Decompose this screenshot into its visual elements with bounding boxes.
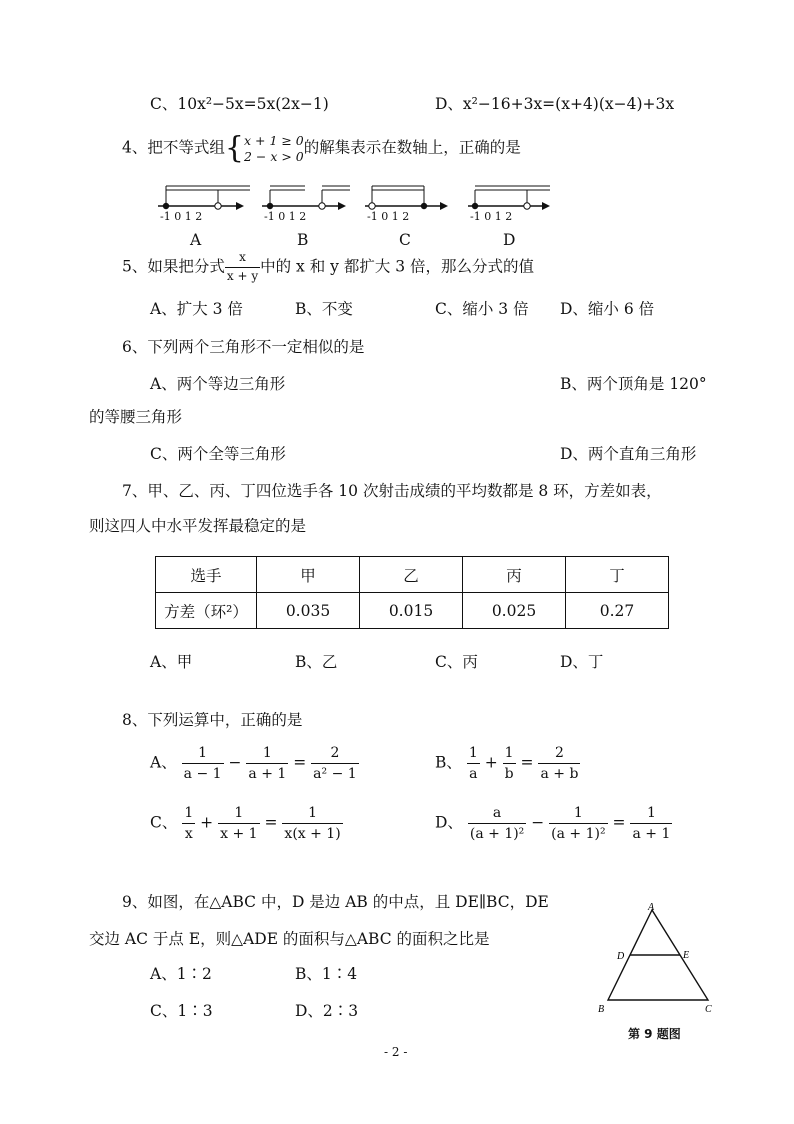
q5-fraction bbox=[225, 251, 260, 284]
number-line-a bbox=[158, 186, 250, 210]
variance-table bbox=[155, 556, 669, 629]
table-cell: 丁 bbox=[566, 557, 669, 593]
page-number: - 2 - bbox=[384, 1045, 408, 1059]
vertex-c: C bbox=[705, 1004, 712, 1015]
table-cell: 甲 bbox=[257, 557, 360, 593]
q4-label-b: B bbox=[297, 231, 309, 249]
q8-option-b bbox=[435, 745, 580, 782]
fraction bbox=[467, 745, 480, 782]
option-label: A、 bbox=[150, 753, 177, 772]
number-line-d bbox=[468, 186, 550, 210]
denominator: (a + 1)² bbox=[551, 826, 606, 843]
q4-stem-pre: 4、把不等式组 bbox=[122, 138, 225, 157]
vertex-d: D bbox=[617, 951, 625, 962]
numerator: 1 bbox=[467, 745, 480, 764]
q6-option-d: D、两个直角三角形 bbox=[560, 445, 697, 463]
denominator: x + 1 bbox=[220, 826, 258, 843]
denominator: a − 1 bbox=[183, 766, 222, 783]
fraction bbox=[311, 745, 359, 782]
equals-sign: = bbox=[293, 753, 307, 772]
equals-sign: = bbox=[520, 753, 534, 772]
q4-ineq-1: x + 1 ≥ 0 bbox=[243, 133, 304, 148]
q7-option-c: C、丙 bbox=[435, 653, 478, 671]
q4-ticks-d: -1 0 1 2 bbox=[470, 210, 513, 223]
table-cell: 丙 bbox=[463, 557, 566, 593]
table-cell: 乙 bbox=[360, 557, 463, 593]
q4-stem bbox=[122, 130, 521, 166]
q4-label-a: A bbox=[190, 231, 202, 249]
operator: − bbox=[531, 813, 545, 832]
q4-label-c: C bbox=[399, 231, 411, 249]
fraction bbox=[503, 745, 516, 782]
table-cell: 0.015 bbox=[360, 593, 463, 629]
q5-frac-num: x bbox=[225, 251, 260, 268]
figure-caption: 第 9 题图 bbox=[628, 1027, 681, 1041]
numerator: 1 bbox=[630, 805, 672, 824]
q8-option-d bbox=[435, 805, 672, 842]
equals-sign: = bbox=[264, 813, 278, 832]
table-cell: 方差（环²） bbox=[156, 593, 257, 629]
q3-option-c: C、10x²−5x=5x(2x−1) bbox=[150, 95, 329, 113]
numerator: 2 bbox=[538, 745, 580, 764]
q5-stem-pre: 5、如果把分式 bbox=[122, 257, 225, 276]
numerator: 1 bbox=[182, 805, 195, 824]
denominator: x(x + 1) bbox=[284, 826, 341, 843]
numerator: a bbox=[468, 805, 526, 824]
q7-stem-2: 则这四人中水平发挥最稳定的是 bbox=[89, 517, 307, 535]
q5-frac-den: x + y bbox=[226, 268, 259, 283]
numerator: 1 bbox=[503, 745, 516, 764]
denominator: a bbox=[469, 766, 478, 783]
equals-sign: = bbox=[612, 813, 626, 832]
q5-option-a: A、扩大 3 倍 bbox=[150, 300, 243, 318]
number-line-b bbox=[262, 186, 350, 210]
q3-option-d: D、x²−16+3x=(x+4)(x−4)+3x bbox=[435, 95, 675, 113]
table-header-row bbox=[156, 557, 669, 593]
q6-option-c: C、两个全等三角形 bbox=[150, 445, 286, 463]
number-line-c bbox=[365, 186, 448, 210]
option-label: C、 bbox=[150, 813, 178, 832]
q5-option-d: D、缩小 6 倍 bbox=[560, 300, 655, 318]
denominator: a² − 1 bbox=[313, 766, 357, 783]
q4-ticks-c: -1 0 1 2 bbox=[367, 210, 410, 223]
q8-option-c bbox=[150, 805, 343, 842]
q9-option-c: C、1∶3 bbox=[150, 1002, 213, 1020]
fraction bbox=[282, 805, 342, 842]
q9-option-d: D、2∶3 bbox=[295, 1002, 359, 1020]
denominator: a + 1 bbox=[248, 766, 287, 783]
numerator: 1 bbox=[218, 805, 259, 824]
q9-option-b: B、1∶4 bbox=[295, 965, 358, 983]
fraction bbox=[538, 745, 580, 782]
q9-stem-1: 9、如图，在△ABC 中，D 是边 AB 的中点，且 DE∥BC，DE bbox=[122, 893, 549, 911]
numerator: 1 bbox=[182, 745, 224, 764]
operator: + bbox=[200, 813, 214, 832]
numerator: 2 bbox=[311, 745, 359, 764]
fraction bbox=[630, 805, 672, 842]
vertex-e: E bbox=[683, 950, 690, 961]
numerator: 1 bbox=[246, 745, 288, 764]
q6-stem: 6、下列两个三角形不一定相似的是 bbox=[122, 338, 365, 356]
numerator: 1 bbox=[282, 805, 342, 824]
q5-option-c: C、缩小 3 倍 bbox=[435, 300, 529, 318]
q7-option-a: A、甲 bbox=[150, 653, 193, 671]
q7-stem-1: 7、甲、乙、丙、丁四位选手各 10 次射击成绩的平均数都是 8 环，方差如表， bbox=[122, 482, 662, 500]
table-row bbox=[156, 593, 669, 629]
q9-stem-2: 交边 AC 于点 E，则△ADE 的面积与△ABC 的面积之比是 bbox=[89, 930, 490, 948]
vertex-b: B bbox=[598, 1004, 605, 1015]
q4-ticks-b: -1 0 1 2 bbox=[264, 210, 307, 223]
q4-label-d: D bbox=[503, 231, 516, 249]
denominator: x bbox=[184, 826, 193, 843]
denominator: b bbox=[504, 766, 514, 783]
fraction bbox=[218, 805, 259, 842]
q7-option-d: D、丁 bbox=[560, 653, 604, 671]
q5-stem bbox=[122, 251, 534, 284]
fraction bbox=[468, 805, 526, 842]
denominator: (a + 1)² bbox=[469, 826, 525, 843]
operator: − bbox=[228, 753, 242, 772]
fraction bbox=[182, 805, 195, 842]
q6-option-b-cont: 的等腰三角形 bbox=[89, 408, 183, 426]
q5-stem-post: 中的 x 和 y 都扩大 3 倍，那么分式的值 bbox=[260, 257, 535, 276]
q4-ineq-2: 2 − x > 0 bbox=[243, 148, 304, 164]
denominator: a + b bbox=[540, 766, 579, 783]
option-label: B、 bbox=[435, 753, 462, 772]
table-cell: 0.27 bbox=[566, 593, 669, 629]
q7-option-b: B、乙 bbox=[295, 653, 338, 671]
table-cell: 0.025 bbox=[463, 593, 566, 629]
q9-option-a: A、1∶2 bbox=[150, 965, 212, 983]
table-cell: 选手 bbox=[156, 557, 257, 593]
triangle-figure bbox=[595, 900, 725, 1020]
q6-option-a: A、两个等边三角形 bbox=[150, 375, 286, 393]
vertex-a: A bbox=[648, 902, 655, 913]
fraction bbox=[246, 745, 288, 782]
q4-system-brace: { bbox=[224, 130, 244, 166]
q4-inequality-system bbox=[244, 133, 304, 164]
q8-stem: 8、下列运算中，正确的是 bbox=[122, 711, 303, 729]
numerator: 1 bbox=[549, 805, 607, 824]
fraction bbox=[549, 805, 607, 842]
q6-option-b: B、两个顶角是 120° bbox=[560, 375, 707, 393]
denominator: a + 1 bbox=[632, 826, 671, 843]
option-label: D、 bbox=[435, 813, 463, 832]
q5-option-b: B、不变 bbox=[295, 300, 353, 318]
operator: + bbox=[484, 753, 498, 772]
q4-ticks-a: -1 0 1 2 bbox=[160, 210, 203, 223]
fraction bbox=[182, 745, 224, 782]
table-cell: 0.035 bbox=[257, 593, 360, 629]
q8-option-a bbox=[150, 745, 359, 782]
q4-stem-post: 的解集表示在数轴上，正确的是 bbox=[303, 138, 521, 157]
